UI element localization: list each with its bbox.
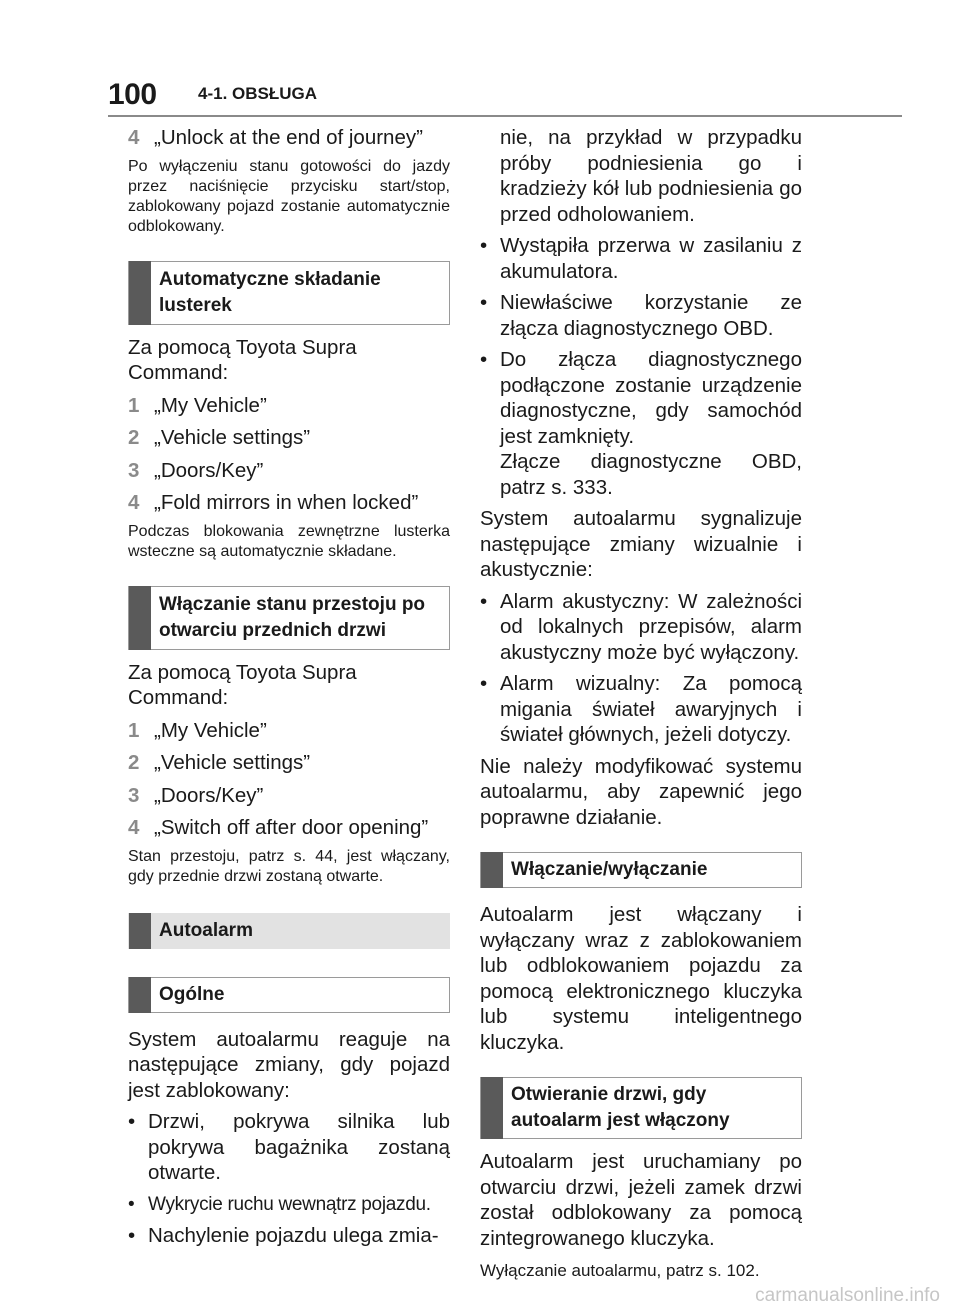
- step-text: „Doors/Key”: [154, 783, 264, 807]
- heading-bar: [129, 913, 151, 949]
- standby-note: Stan przestoju, patrz s. 44, jest włączany, gdy przednie drzwi zostaną otwarte.: [128, 847, 450, 885]
- bullet-text: Wykrycie ruchu wewnątrz pojazdu.: [148, 1193, 431, 1215]
- step-number: 2: [128, 426, 140, 449]
- heading-mirror-folding: [128, 261, 450, 325]
- bullet-item: • Nachylenie pojazdu ulega zmia-: [128, 1224, 439, 1247]
- step-text: „My Vehicle”: [154, 393, 267, 417]
- obd-note: Złącze diagnostyczne OBD, patrz s. 333.: [500, 450, 802, 499]
- step-number: 1: [128, 718, 140, 742]
- section-title: 4-1. OBSŁUGA: [198, 84, 318, 103]
- heading-standby-door: [128, 586, 450, 650]
- alarm-intro: System autoalarmu reaguje na następujące zmiany, gdy pojazd jest zablokowany:: [128, 1027, 450, 1102]
- step-number: 4: [128, 126, 140, 149]
- heading-general: [128, 977, 450, 1013]
- heading-on-off: [480, 852, 802, 888]
- mirror-note: Podczas blokowania zewnętrzne lusterka wsteczne są automatycznie składane.: [128, 522, 450, 560]
- heading-text: Ogólne: [159, 983, 225, 1005]
- heading-bar: [129, 977, 151, 1013]
- modify-warning: Nie należy modyfikować systemu autoalarmu, aby zapewnić jego poprawne działanie.: [480, 754, 802, 829]
- signal-intro: System autoalarmu sygnalizuje następujące zmiany wizualnie i akustycznie:: [480, 507, 802, 581]
- heading-bar: [481, 852, 503, 888]
- command-intro-2: Za pomocą Toyota Supra Command:: [128, 660, 357, 709]
- door-opening-text: Autoalarm jest uruchamiany po otwarciu drzwi, jeżeli zamek drzwi został odblokowany za pomocą zintegrowanego kluczyka.: [480, 1150, 802, 1250]
- bullet-item: • Alarm wizualny: Za pomocą migania świateł awaryjnych i świateł głównych, jeżeli dotyczy.: [480, 672, 802, 746]
- page-number: 100: [108, 78, 157, 111]
- heading-text: Autoalarm: [159, 919, 253, 941]
- bullet-text: Alarm wizualny: Za pomocą migania świateł awaryjnych i świateł głównych, jeżeli dotyczy.: [500, 672, 802, 746]
- continued-text: nie, na przykład w przypadku próby podniesienia go i kradzieży kół lub podniesienia go przed odholowaniem.: [500, 126, 802, 226]
- watermark: carmanualsonline.info: [755, 1285, 940, 1306]
- step-1-1: [128, 393, 450, 419]
- bullet-text: Do złącza diagnostycznego podłączone zostanie urządzenie diagnostyczne, gdy samochód jest zamknięty.: [500, 348, 802, 448]
- step-text: „Fold mirrors in when locked”: [154, 491, 419, 514]
- step-1-4: [128, 490, 450, 516]
- unlock-note: Po wyłączeniu stanu gotowości do jazdy przez naciśnięcie przycisku start/stop, zablokowany pojazd zostanie automatycznie odblokowany.: [128, 157, 450, 235]
- step-1-3: [128, 458, 450, 484]
- command-intro-1: Za pomocą Toyota Supra Command:: [128, 335, 357, 384]
- step-text: „Switch off after door opening”: [154, 816, 429, 839]
- disable-reference: Wyłączanie autoalarmu, patrz s. 102.: [480, 1261, 760, 1280]
- step-number: 3: [128, 783, 140, 807]
- step-2-3: [128, 783, 450, 809]
- heading-autoalarm: [128, 913, 450, 949]
- on-off-text: Autoalarm jest włączany i wyłączany wraz z zablokowaniem lub odblokowaniem pojazdu za pomocą elektronicznego kluczyka lub systemu inteligentnego kluczyka.: [480, 903, 802, 1054]
- step-2-4: [128, 815, 450, 841]
- step-text: „Doors/Key”: [154, 458, 264, 482]
- header-rule: [108, 115, 902, 117]
- bullet-text: Alarm akustyczny: W zależności od lokalnych przepisów, alarm akustyczny może być wyłączony.: [500, 589, 802, 664]
- bullet-text: Drzwi, pokrywa silnika lub pokrywa bagażnika zostaną otwarte.: [148, 1110, 450, 1184]
- heading-text: Włączanie stanu przestoju po otwarciu przednich drzwi: [159, 593, 426, 641]
- step-number: 1: [128, 393, 140, 417]
- step-number: 3: [128, 458, 140, 482]
- step-text: „Vehicle settings”: [154, 426, 311, 449]
- bullet-item: • Wystąpiła przerwa w zasilaniu z akumulatora.: [480, 234, 802, 283]
- step-number: 4: [128, 491, 140, 514]
- bullet-text: Wystąpiła przerwa w zasilaniu z akumulatora.: [500, 234, 802, 283]
- step-number: 2: [128, 751, 140, 774]
- bullet-item: • Do złącza diagnostycznego podłączone zostanie urządzenie diagnostyczne, gdy samochód jest zamknięty.: [480, 348, 802, 448]
- step-text: „Unlock at the end of journey”: [154, 126, 423, 149]
- heading-bar: [129, 586, 151, 650]
- heading-text: Włączanie/wyłączanie: [511, 859, 708, 880]
- bullet-text: Niewłaściwe korzystanie ze złącza diagnostycznego OBD.: [500, 291, 802, 340]
- bullet-item: • Alarm akustyczny: W zależności od lokalnych przepisów, alarm akustyczny może być wyłączony.: [480, 589, 802, 664]
- heading-text: Otwieranie drzwi, gdy autoalarm jest włączony: [511, 1084, 730, 1131]
- right-column: [480, 125, 802, 1281]
- bullet-item: • Niewłaściwe korzystanie ze złącza diagnostycznego OBD.: [480, 291, 802, 340]
- step-text: „Vehicle settings”: [154, 751, 311, 774]
- heading-text: Automatyczne składanie lusterek: [159, 268, 381, 316]
- step-number: 4: [128, 816, 140, 839]
- left-column: [128, 125, 450, 1249]
- bullet-item: • Wykrycie ruchu wewnątrz pojazdu.: [128, 1193, 431, 1215]
- step-text: „My Vehicle”: [154, 718, 267, 742]
- step-2-2: [128, 750, 450, 776]
- heading-door-opening: [480, 1077, 802, 1139]
- heading-bar: [129, 261, 151, 325]
- step-2-1: [128, 718, 450, 744]
- heading-bar: [481, 1077, 503, 1139]
- bullet-item: • Drzwi, pokrywa silnika lub pokrywa bagażnika zostaną otwarte.: [128, 1110, 450, 1184]
- bullet-text: Nachylenie pojazdu ulega zmia-: [148, 1224, 439, 1247]
- step-unlock: [128, 125, 450, 151]
- step-1-2: [128, 425, 450, 451]
